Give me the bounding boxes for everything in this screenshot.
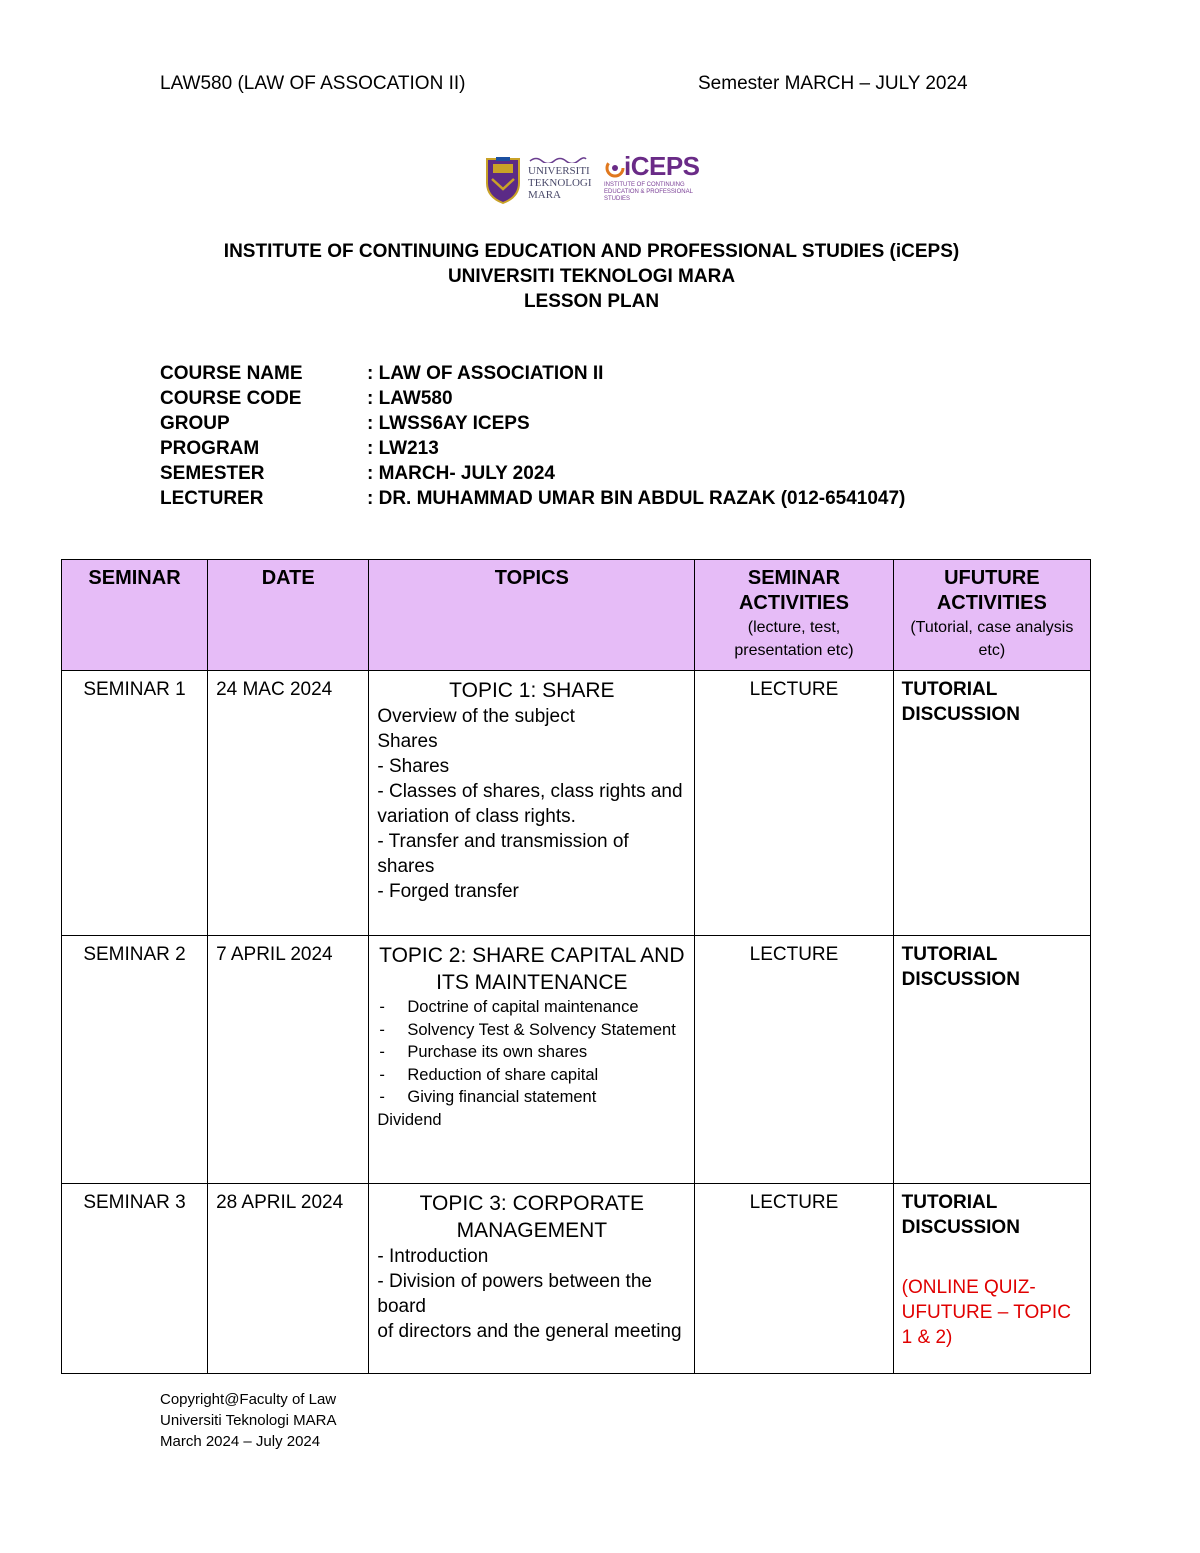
info-value: : LAW580: [367, 388, 453, 409]
seminar-cell: SEMINAR 2: [62, 936, 208, 1184]
topic-bullet: - Giving financial statement: [377, 1086, 686, 1109]
topic-line: Overview of the subject: [377, 706, 575, 727]
ufuture-cell: TUTORIAL DISCUSSION: [893, 936, 1090, 1184]
topic-title: TOPIC 1: SHARE: [449, 679, 615, 702]
info-label: LECTURER: [160, 488, 264, 509]
jawi-script-logo: [528, 155, 588, 163]
info-value: : LAW OF ASSOCIATION II: [367, 363, 604, 384]
logo-banner: [484, 153, 700, 211]
topics-cell: [369, 1184, 695, 1374]
footer: [160, 1389, 336, 1452]
footer-period: March 2024 – July 2024: [160, 1433, 321, 1450]
topic-bullet: - Doctrine of capital maintenance: [377, 996, 686, 1019]
topic-line: Shares: [377, 731, 438, 752]
date-cell: 28 APRIL 2024: [208, 1184, 369, 1374]
table-row: [62, 936, 1091, 1184]
header-activities-sub: (lecture, test, presentation etc): [734, 619, 854, 659]
topics-cell: [369, 936, 695, 1184]
header-seminar-activities: [695, 560, 893, 671]
header-date: DATE: [208, 560, 369, 671]
uitm-wordmark: UNIVERSITI TEKNOLOGI MARA: [528, 165, 592, 201]
ufuture-cell: TUTORIAL DISCUSSION: [893, 671, 1090, 936]
table-row: [62, 1184, 1091, 1374]
activity-cell: LECTURE: [695, 671, 893, 936]
topics-cell: [369, 671, 695, 936]
header-ufuture-title: UFUTURE ACTIVITIES: [936, 567, 1047, 614]
info-label: GROUP: [160, 413, 230, 434]
uitm-crest-logo: [484, 155, 522, 205]
info-value: : DR. MUHAMMAD UMAR BIN ABDUL RAZAK (012-6541047): [367, 488, 906, 509]
date-cell: 7 APRIL 2024: [208, 936, 369, 1184]
topic-line: - Classes of shares, class rights and variation of class rights.: [377, 781, 683, 827]
info-label: COURSE NAME: [160, 363, 303, 384]
topic-title: TOPIC 3: CORPORATE MANAGEMENT: [419, 1192, 645, 1242]
topic-line: - Forged transfer: [377, 881, 519, 902]
topic-line: Dividend: [377, 1110, 442, 1129]
topic-line: - Introduction: [377, 1246, 489, 1267]
seminar-cell: SEMINAR 1: [62, 671, 208, 936]
online-quiz-note: (ONLINE QUIZ- UFUTURE – TOPIC 1 & 2): [901, 1277, 1071, 1348]
iceps-wordmark: iCEPS: [624, 151, 700, 181]
ufuture-cell: [893, 1184, 1090, 1374]
info-value: : MARCH- JULY 2024: [367, 463, 555, 484]
institute-title: INSTITUTE OF CONTINUING EDUCATION AND PROFESSIONAL STUDIES (iCEPS): [223, 241, 960, 262]
header-course: LAW580 (LAW OF ASSOCATION II): [160, 73, 466, 94]
header-activities-title: SEMINAR ACTIVITIES: [738, 567, 849, 614]
topic-line: - Transfer and transmission of shares: [377, 831, 629, 877]
header-ufuture-sub: (Tutorial, case analysis etc): [910, 619, 1074, 659]
table-row: [62, 671, 1091, 936]
info-value: : LWSS6AY ICEPS: [367, 413, 530, 434]
topic-line: - Division of powers between the board: [377, 1271, 652, 1317]
activity-cell: LECTURE: [695, 1184, 893, 1374]
header-semester: Semester MARCH – JULY 2024: [698, 73, 968, 94]
date-cell: 24 MAC 2024: [208, 671, 369, 936]
activity-cell: LECTURE: [695, 936, 893, 1184]
info-label: PROGRAM: [160, 438, 260, 459]
topic-bullet: - Purchase its own shares: [377, 1041, 686, 1064]
footer-copyright: Copyright@Faculty of Law: [160, 1391, 337, 1408]
info-value: : LW213: [367, 438, 439, 459]
topic-bullet: - Solvency Test & Solvency Statement: [377, 1019, 686, 1042]
lesson-plan-table: [61, 559, 1091, 1374]
iceps-subtitle: INSTITUTE OF CONTINUING EDUCATION & PROFESSIONAL STUDIES: [604, 182, 693, 202]
header-topics: TOPICS: [369, 560, 695, 671]
document-title: LESSON PLAN: [523, 291, 660, 312]
footer-university: Universiti Teknologi MARA: [160, 1412, 337, 1429]
info-label: SEMESTER: [160, 463, 265, 484]
university-title: UNIVERSITI TEKNOLOGI MARA: [447, 266, 736, 287]
table-header-row: [62, 560, 1091, 671]
topic-title: TOPIC 2: SHARE CAPITAL AND ITS MAINTENANCE: [379, 944, 685, 994]
topic-bullet: - Reduction of share capital: [377, 1064, 686, 1087]
ufuture-text: TUTORIAL DISCUSSION: [901, 1192, 1020, 1238]
header-ufuture-activities: [893, 560, 1090, 671]
topic-line: - Shares: [377, 756, 450, 777]
info-label: COURSE CODE: [160, 388, 302, 409]
header-seminar: SEMINAR: [62, 560, 208, 671]
iceps-swirl-icon: [604, 156, 626, 180]
topic-line: of directors and the general meeting: [377, 1321, 682, 1342]
seminar-cell: SEMINAR 3: [62, 1184, 208, 1374]
